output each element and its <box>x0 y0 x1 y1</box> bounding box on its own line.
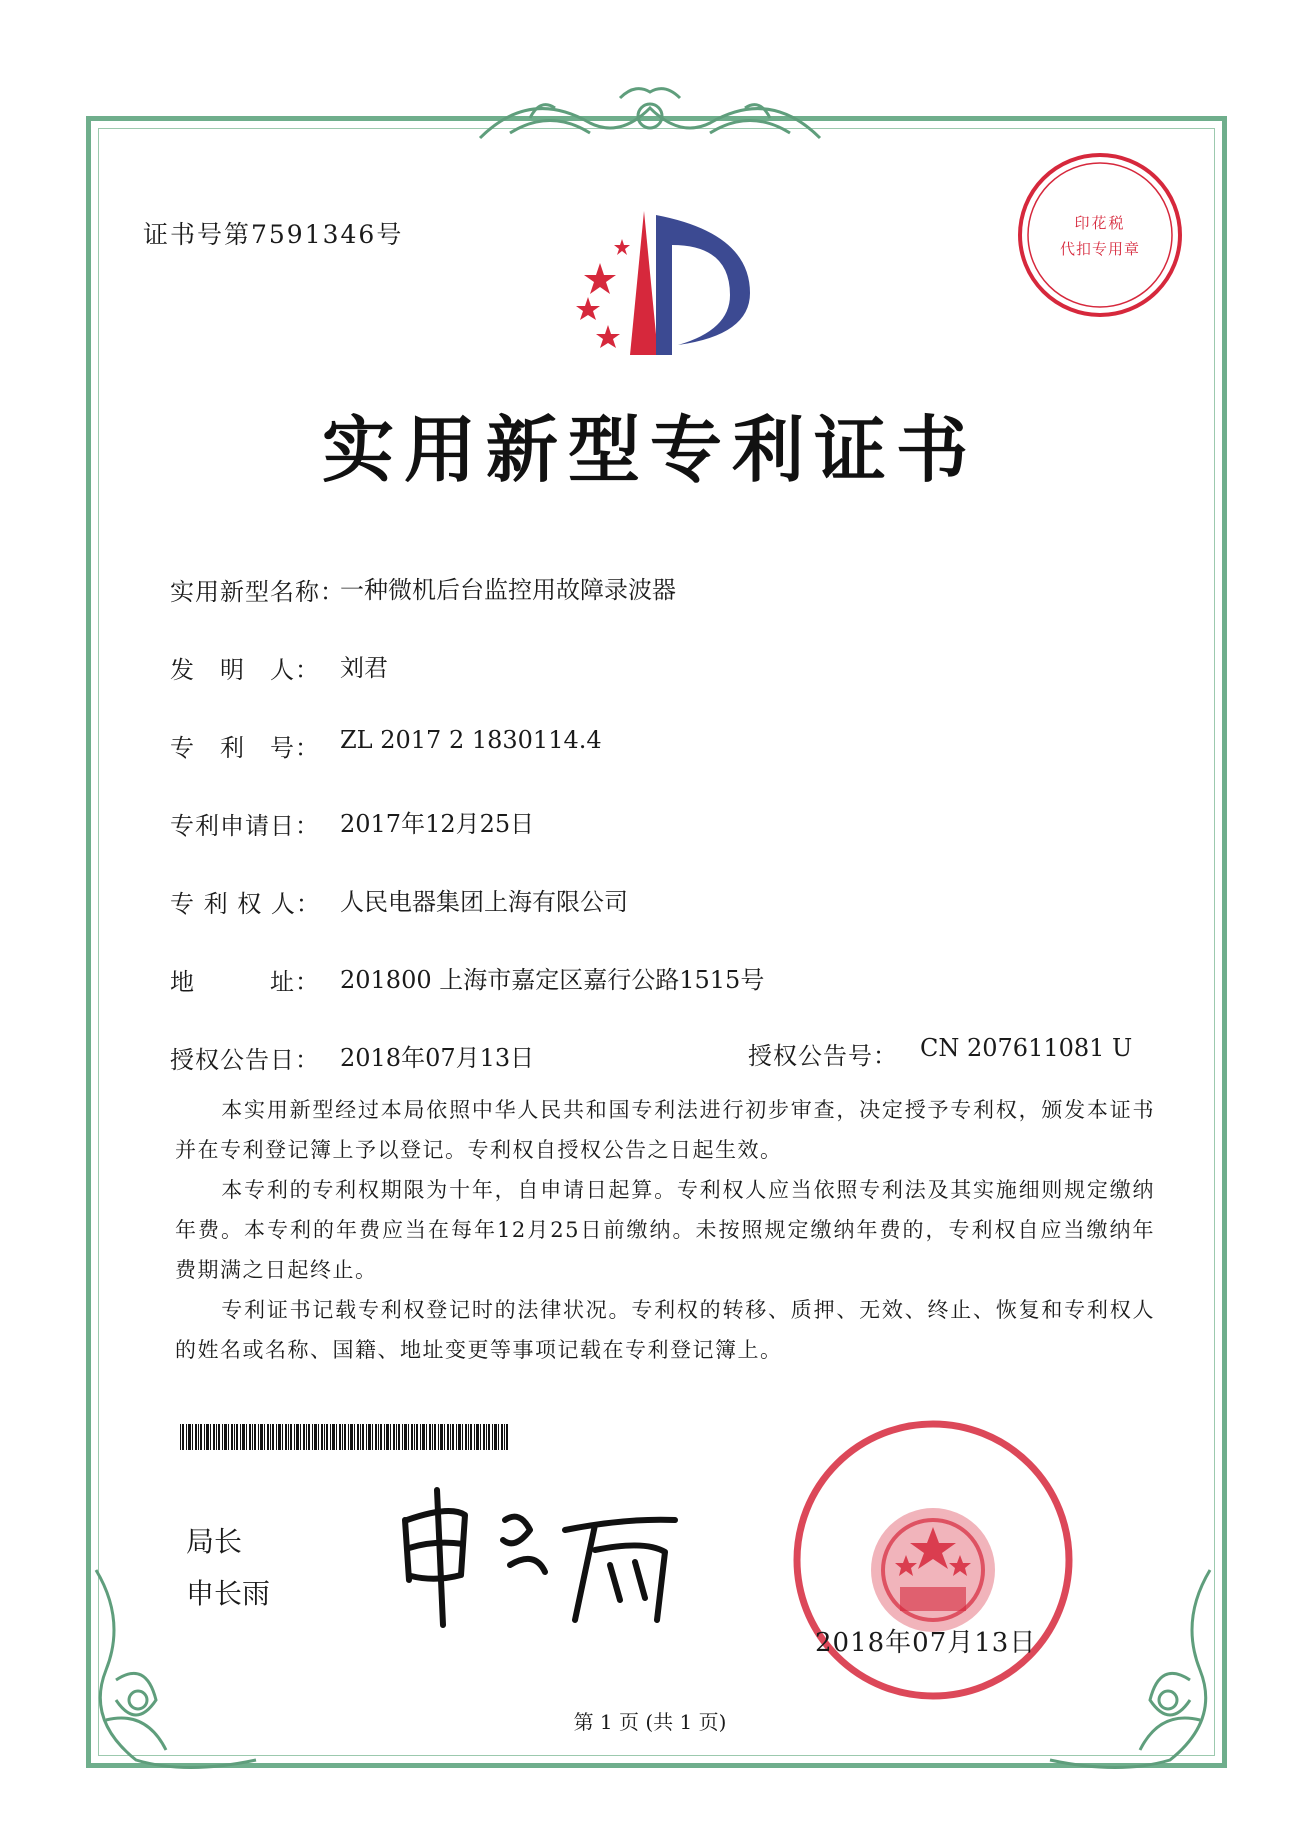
barcode-bar <box>422 1424 425 1450</box>
page-footer: 第 1 页 (共 1 页) <box>573 1710 727 1734</box>
barcode-bar <box>492 1424 493 1450</box>
barcode-bar <box>483 1424 485 1450</box>
barcode-bar <box>504 1424 505 1450</box>
barcode-bar <box>344 1424 346 1450</box>
barcode-bar <box>264 1424 265 1450</box>
barcode-bar <box>285 1424 287 1450</box>
barcode-bar <box>303 1424 305 1450</box>
barcode-bar <box>318 1424 319 1450</box>
field-label-patent-no: 专 利 号： <box>170 734 320 762</box>
barcode-bar <box>326 1424 328 1450</box>
barcode-bar <box>321 1424 323 1450</box>
barcode-bar <box>330 1424 331 1450</box>
barcode-bar <box>282 1424 283 1450</box>
barcode-bar <box>314 1424 317 1450</box>
barcode-bar <box>398 1424 400 1450</box>
field-label-application-date: 专利申请日： <box>170 812 320 840</box>
tax-stamp-seal-icon <box>1015 150 1185 320</box>
barcode-bar <box>354 1424 355 1450</box>
barcode-bar <box>378 1424 379 1450</box>
barcode-bar <box>308 1424 310 1450</box>
barcode-bar <box>420 1424 421 1450</box>
barcode-bar <box>188 1424 191 1450</box>
field-label-grant-date: 授权公告日： <box>170 1046 320 1074</box>
tax-stamp-line2: 代扣专用章 <box>1059 240 1140 258</box>
director-title: 局长 <box>186 1525 243 1558</box>
barcode-bar <box>357 1424 359 1450</box>
barcode-bar <box>249 1424 251 1450</box>
barcode-bar <box>258 1424 259 1450</box>
barcode-bar <box>290 1424 292 1450</box>
field-label-name: 实用新型名称： <box>170 578 345 606</box>
barcode-bar <box>195 1424 197 1450</box>
barcode <box>180 1424 512 1450</box>
barcode-bar <box>198 1424 199 1450</box>
patent-office-logo-icon <box>560 205 760 365</box>
field-label-address: 地 址： <box>170 968 320 996</box>
barcode-bar <box>296 1424 299 1450</box>
barcode-bar <box>288 1424 289 1450</box>
barcode-bar <box>468 1424 469 1450</box>
field-value-patentee: 人民电器集团上海有限公司 <box>340 888 628 916</box>
barcode-bar <box>180 1424 181 1450</box>
barcode-bar <box>350 1424 353 1450</box>
barcode-bar <box>278 1424 281 1450</box>
barcode-bar <box>438 1424 439 1450</box>
barcode-bar <box>267 1424 269 1450</box>
barcode-bar <box>254 1424 256 1450</box>
barcode-bar <box>402 1424 403 1450</box>
field-label-inventor: 发 明 人： <box>170 656 320 684</box>
barcode-bar <box>450 1424 451 1450</box>
barcode-bar <box>470 1424 472 1450</box>
barcode-bar <box>362 1424 364 1450</box>
barcode-bar <box>300 1424 301 1450</box>
barcode-bar <box>476 1424 479 1450</box>
barcode-bar <box>458 1424 461 1450</box>
barcode-bar <box>432 1424 433 1450</box>
top-ornament-icon <box>470 78 830 158</box>
barcode-bar <box>324 1424 325 1450</box>
pub-number-label: 授权公告号： <box>748 1042 898 1070</box>
field-value-inventor: 刘君 <box>340 654 388 682</box>
barcode-bar <box>312 1424 313 1450</box>
seal-date: 2018年07月13日 <box>815 1628 1037 1658</box>
barcode-bar <box>506 1424 508 1450</box>
barcode-bar <box>339 1424 341 1450</box>
field-value-address: 201800 上海市嘉定区嘉行公路1515号 <box>340 966 765 994</box>
barcode-bar <box>393 1424 395 1450</box>
field-value-name: 一种微机后台监控用故障录波器 <box>340 576 676 604</box>
barcode-bar <box>465 1424 467 1450</box>
barcode-bar <box>186 1424 187 1450</box>
barcode-bar <box>404 1424 407 1450</box>
pub-number-value: CN 207611081 U <box>920 1034 1133 1062</box>
barcode-bar <box>480 1424 481 1450</box>
barcode-bar <box>434 1424 436 1450</box>
field-label-patentee: 专 利 权 人： <box>170 890 321 918</box>
barcode-bar <box>236 1424 238 1450</box>
barcode-bar <box>501 1424 503 1450</box>
barcode-bar <box>474 1424 475 1450</box>
barcode-bar <box>276 1424 277 1450</box>
director-name: 申长雨 <box>186 1577 271 1610</box>
barcode-bar <box>456 1424 457 1450</box>
certificate-title: 实用新型专利证书 <box>321 407 978 492</box>
barcode-bar <box>426 1424 427 1450</box>
director-signature-icon <box>395 1480 685 1630</box>
certificate-number: 证书号第7591346号 <box>143 220 404 249</box>
barcode-bar <box>213 1424 215 1450</box>
field-value-patent-no: ZL 2017 2 1830114.4 <box>340 726 602 754</box>
barcode-bar <box>486 1424 487 1450</box>
barcode-bar <box>252 1424 253 1450</box>
barcode-bar <box>380 1424 382 1450</box>
barcode-bar <box>216 1424 217 1450</box>
body-paragraph-3: 专利证书记载专利权登记时的法律状况。专利权的转移、质押、无效、终止、恢复和专利权人的姓名或名称、国籍、地址变更等事项记载在专利登记簿上。 <box>175 1298 1155 1362</box>
barcode-bar <box>206 1424 209 1450</box>
barcode-bar <box>272 1424 274 1450</box>
body-paragraph-2: 本专利的专利权期限为十年，自申请日起算。专利权人应当依照专利法及其实施细则规定缴纳年费。本专利的年费应当在每年12月25日前缴纳。未按照规定缴纳年费的，专利权自应当缴纳年费期满之日起终止。 <box>175 1178 1155 1282</box>
barcode-bar <box>488 1424 490 1450</box>
barcode-bar <box>411 1424 413 1450</box>
barcode-bar <box>224 1424 227 1450</box>
barcode-bar <box>260 1424 263 1450</box>
barcode-bar <box>462 1424 463 1450</box>
barcode-bar <box>234 1424 235 1450</box>
barcode-bar <box>386 1424 389 1450</box>
barcode-bar <box>246 1424 247 1450</box>
office-seal-icon <box>788 1415 1078 1705</box>
barcode-bar <box>452 1424 454 1450</box>
barcode-bar <box>228 1424 229 1450</box>
barcode-bar <box>414 1424 415 1450</box>
barcode-bar <box>348 1424 349 1450</box>
body-paragraph-1: 本实用新型经过本局依照中华人民共和国专利法进行初步审查，决定授予专利权，颁发本证书并在专利登记簿上予以登记。专利权自授权公告之日起生效。 <box>175 1098 1155 1162</box>
field-value-application-date: 2017年12月25日 <box>340 810 535 838</box>
barcode-bar <box>336 1424 337 1450</box>
barcode-bar <box>270 1424 271 1450</box>
barcode-bar <box>294 1424 295 1450</box>
barcode-bar <box>332 1424 335 1450</box>
barcode-bar <box>210 1424 211 1450</box>
barcode-bar <box>306 1424 307 1450</box>
barcode-bar <box>366 1424 367 1450</box>
barcode-bar <box>390 1424 391 1450</box>
barcode-bar <box>218 1424 220 1450</box>
barcode-bar <box>384 1424 385 1450</box>
barcode-bar <box>375 1424 377 1450</box>
barcode-bar <box>231 1424 233 1450</box>
barcode-bar <box>444 1424 445 1450</box>
field-value-grant-date: 2018年07月13日 <box>340 1044 535 1072</box>
barcode-bar <box>342 1424 343 1450</box>
barcode-bar <box>416 1424 418 1450</box>
tax-stamp-line1: 印花税 <box>1074 214 1126 232</box>
barcode-bar <box>240 1424 241 1450</box>
barcode-bar <box>200 1424 202 1450</box>
barcode-bar <box>368 1424 371 1450</box>
barcode-bar <box>242 1424 245 1450</box>
barcode-bar <box>192 1424 193 1450</box>
barcode-bar <box>440 1424 443 1450</box>
barcode-bar <box>222 1424 223 1450</box>
barcode-bar <box>494 1424 497 1450</box>
barcode-bar <box>429 1424 431 1450</box>
barcode-bar <box>372 1424 373 1450</box>
barcode-bar <box>498 1424 499 1450</box>
barcode-bar <box>408 1424 409 1450</box>
barcode-bar <box>360 1424 361 1450</box>
barcode-bar <box>396 1424 397 1450</box>
barcode-bar <box>447 1424 449 1450</box>
barcode-bar <box>182 1424 184 1450</box>
barcode-bar <box>204 1424 205 1450</box>
